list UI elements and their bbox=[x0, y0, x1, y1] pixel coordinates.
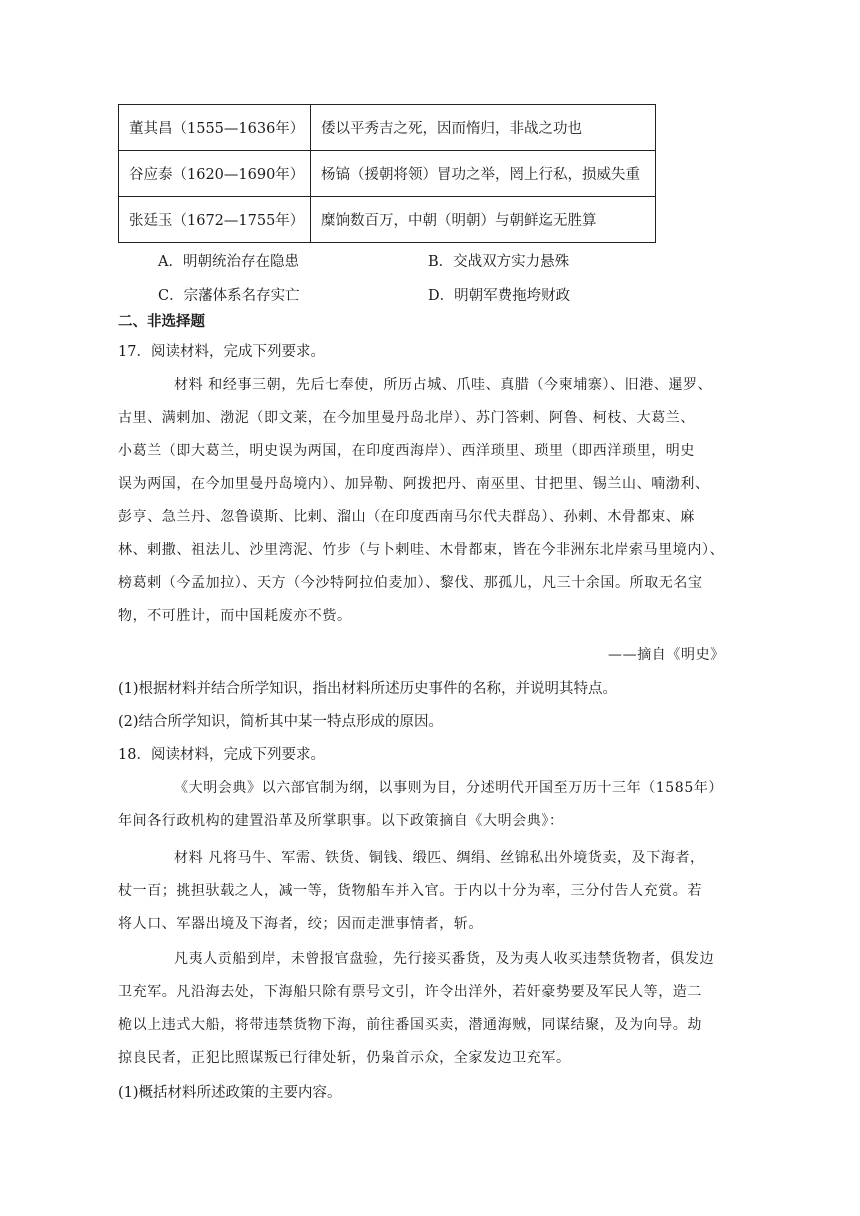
option-d: D．明朝军费拖垮财政 bbox=[428, 288, 571, 304]
q18-material2-line: 桅以上违式大船，将带违禁货物下海，前往番国买卖，潜通海贼，同谋结聚，及为向导。劫 bbox=[118, 1017, 702, 1033]
q18-intro-line: 《大明会典》以六部官制为纲，以事则为目，分述明代开国至万历十三年（1585年） bbox=[174, 780, 724, 796]
option-c: C．宗藩体系名存实亡 bbox=[158, 288, 300, 304]
table-cell-person: 张廷玉（1672—1755年） bbox=[119, 197, 311, 243]
option-a: A．明朝统治存在隐患 bbox=[158, 254, 299, 270]
q18-material2-line: 卫充军。凡沿海去处，下海船只除有票号文引，许令出洋外，若奸豪势要及军民人等，造二 bbox=[118, 984, 702, 1000]
q17-material-line: 彭亨、急兰丹、忽鲁谟斯、比剌、溜山（在印度西南马尔代夫群岛）、孙剌、木骨都束、麻 bbox=[118, 509, 695, 525]
table-row bbox=[119, 151, 656, 197]
question-17-stem: 17．阅读材料，完成下列要求。 bbox=[118, 344, 325, 360]
q17-material-line: 材料 和经事三朝，先后七奉使，所历占城、爪哇、真腊（今柬埔寨）、旧港、暹罗、 bbox=[174, 377, 713, 393]
table-cell-view: 杨镐（援朝将领）冒功之举，罔上行私，损威失重 bbox=[311, 151, 656, 197]
table-cell-view: 糜饷数百万，中朝（明朝）与朝鲜迄无胜算 bbox=[311, 197, 656, 243]
q18-material2-line: 凡夷人贡船到岸，未曾报官盘验，先行接买番货，及为夷人收买违禁货物者，俱发边 bbox=[174, 951, 715, 967]
q17-material-line: 物，不可胜计，而中国耗废亦不赀。 bbox=[118, 608, 352, 624]
table-cell-person: 董其昌（1555—1636年） bbox=[119, 105, 311, 151]
q17-material-line: 古里、满剌加、渤泥（即文莱，在今加里曼丹岛北岸）、苏门答剌、阿鲁、柯枝、大葛兰、 bbox=[118, 410, 695, 426]
table-row bbox=[119, 105, 656, 151]
table-cell-person: 谷应泰（1620—1690年） bbox=[119, 151, 311, 197]
q17-material-line: 小葛兰（即大葛兰，明史误为两国，在印度西海岸）、西洋琐里、琐里（即西洋琐里，明史 bbox=[118, 443, 695, 459]
table-cell-view: 倭以平秀吉之死，因而惰归，非战之功也 bbox=[311, 105, 656, 151]
q18-material-line: 将人口、军器出境及下海者，绞；因而走泄事情者，斩。 bbox=[118, 916, 483, 932]
q17-material-line: 林、剌撒、祖法儿、沙里湾泥、竹步（与卜剌哇、木骨都束，皆在今非洲东北岸索马里境内）、 bbox=[118, 542, 725, 558]
q18-subquestion-1: (1)概括材料所述政策的主要内容。 bbox=[118, 1085, 342, 1101]
table-row bbox=[119, 197, 656, 243]
q17-material-line: 误为两国，在今加里曼丹岛境内）、加异勒、阿拨把丹、南巫里、甘把里、锡兰山、喃渤利、 bbox=[118, 476, 710, 492]
q18-material2-line: 掠良民者，正犯比照谋叛已行律处斩，仍枭首示众，全家发边卫充军。 bbox=[118, 1050, 571, 1066]
option-b: B．交战双方实力悬殊 bbox=[428, 254, 570, 270]
historians-views-table bbox=[118, 104, 656, 243]
q18-intro-line: 年间各行政机构的建置沿革及所掌职事。以下政策摘自《大明会典》： bbox=[118, 813, 564, 829]
q18-material-line: 材料 凡将马牛、军需、铁货、铜钱、缎匹、绸绢、丝锦私出外境货卖，及下海者， bbox=[174, 850, 705, 866]
section-title: 二、非选择题 bbox=[118, 313, 205, 330]
q17-subquestion-1: (1)根据材料并结合所学知识，指出材料所述历史事件的名称，并说明其特点。 bbox=[118, 681, 618, 697]
q17-material-line: 榜葛剌（今孟加拉）、天方（今沙特阿拉伯麦加）、黎伐、那孤儿，凡三十余国。所取无名宝 bbox=[118, 575, 703, 591]
q18-material-line: 杖一百；挑担驮载之人，减一等，货物船车并入官。于内以十分为率，三分付告人充赏。若 bbox=[118, 883, 702, 899]
question-18-stem: 18．阅读材料，完成下列要求。 bbox=[118, 747, 325, 763]
q17-source: ——摘自《明史》 bbox=[608, 647, 725, 663]
q17-subquestion-2: (2)结合所学知识，简析其中某一特点形成的原因。 bbox=[118, 714, 444, 730]
